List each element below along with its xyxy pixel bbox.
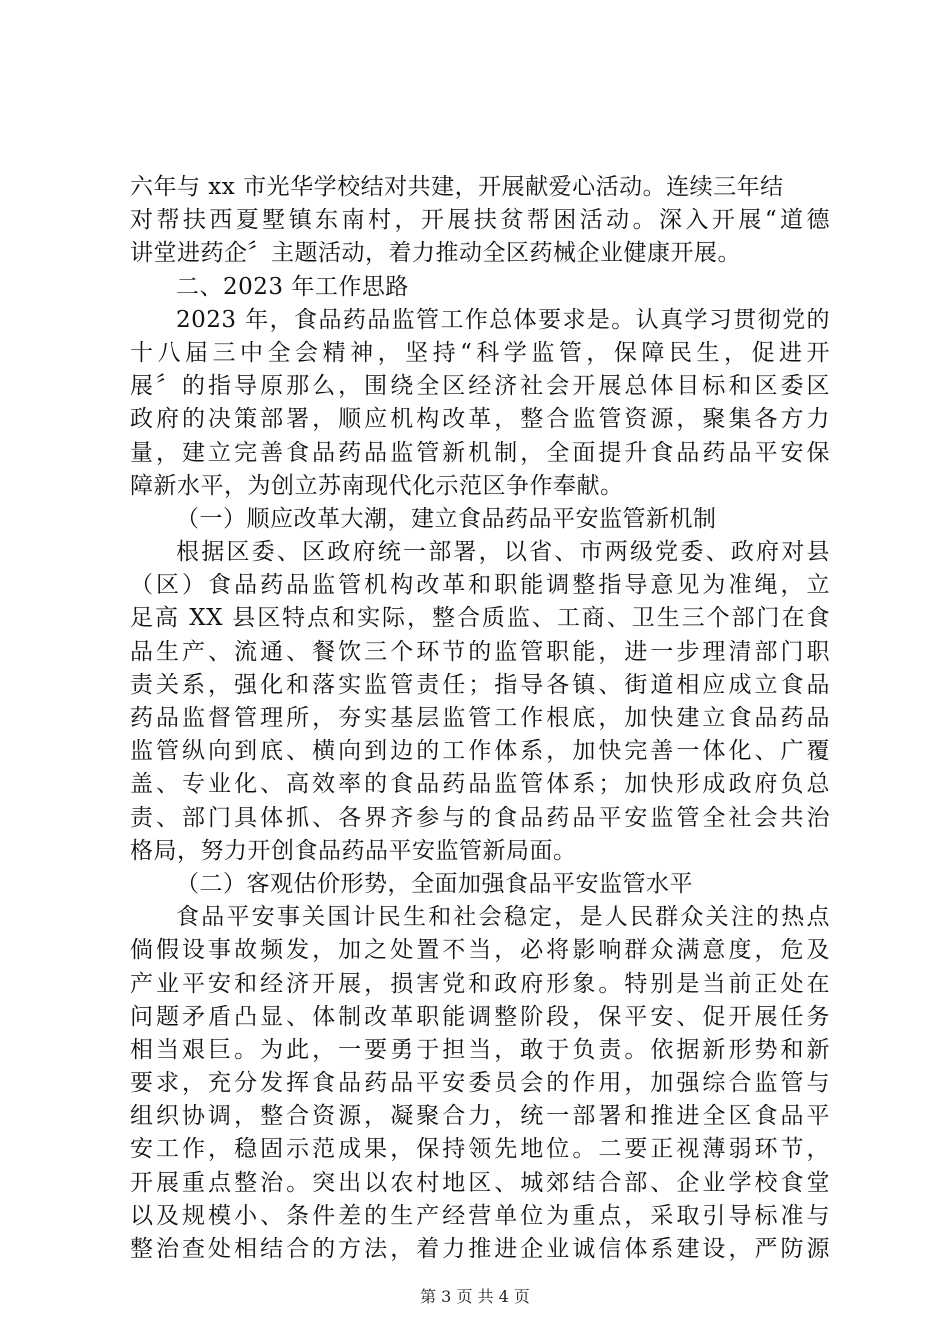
text-line: 要求，充分发挥食品药品平安委员会的作用，加强综合监管与 <box>130 1070 830 1096</box>
text-line: 品生产、流通、餐饮三个环节的监管职能，进一步理清部门职 <box>130 639 830 665</box>
text-line: 食品平安事关国计民生和社会稳定，是人民群众关注的热点 <box>176 904 830 930</box>
text-line: 格局，努力开创食品药品平安监管新局面。 <box>130 838 577 864</box>
text-line: 整治查处相结合的方法，着力推进企业诚信体系建设，严防源 <box>130 1236 830 1262</box>
text-line: 根据区委、区政府统一部署，以省、市两级党委、政府对县 <box>176 539 830 565</box>
text-line: 药品监督管理所，夯实基层监管工作根底，加快建立食品药品 <box>130 705 830 731</box>
text-line: 监管纵向到底、横向到边的工作体系，加快完善一体化、广覆 <box>130 738 830 764</box>
page-number-footer: 第 3 页 共 4 页 <box>420 1287 530 1306</box>
text-line: 足高 XX 县区特点和实际，整合质监、工商、卫生三个部门在食 <box>130 605 830 631</box>
text-line: 政府的决策部署，顺应机构改革，整合监管资源，聚集各方力 <box>130 406 830 432</box>
section-heading: 二、2023 年工作思路 <box>176 274 409 300</box>
text-line: 开展重点整治。突出以农村地区、城郊结合部、企业学校食堂 <box>130 1170 830 1196</box>
text-line: 责关系，强化和落实监管责任；指导各镇、街道相应成立食品 <box>130 672 830 698</box>
text-line: 责、部门具体抓、各界齐参与的食品药品平安监管全社会共治 <box>130 805 830 831</box>
text-line: （区）食品药品监管机构改革和职能调整指导意见为准绳，立 <box>130 572 830 598</box>
subsection-heading: （二）客观估价形势，全面加强食品平安监管水平 <box>176 871 693 897</box>
text-line: 相当艰巨。为此，一要勇于担当，敢于负责。依据新形势和新 <box>130 1037 830 1063</box>
text-line: 问题矛盾凸显、体制改革职能调整阶段，保平安、促开展任务 <box>130 1004 830 1030</box>
text-line: 组织协调，整合资源，凝聚合力，统一部署和推进全区食品平 <box>130 1103 830 1129</box>
text-line: 障新水平，为创立苏南现代化示范区争作奉献。 <box>130 473 624 499</box>
text-line: 量，建立完善食品药品监管新机制，全面提升食品药品平安保 <box>130 440 830 466</box>
text-line: 产业平安和经济开展，损害党和政府形象。特别是当前正处在 <box>130 971 830 997</box>
text-line: 对帮扶西夏墅镇东南村，开展扶贫帮困活动。深入开展“道德 <box>130 207 830 233</box>
subsection-heading: （一）顺应改革大潮，建立食品药品平安监管新机制 <box>176 506 717 532</box>
text-line: 安工作，稳固示范成果，保持领先地位。二要正视薄弱环节， <box>130 1136 830 1162</box>
text-line: 六年与 xx 市光华学校结对共建，开展献爱心活动。连续三年结 <box>130 174 784 200</box>
text-line: 2023 年，食品药品监管工作总体要求是。认真学习贯彻党的 <box>176 307 830 333</box>
text-line: 十八届三中全会精神，坚持“科学监管，保障民生，促进开 <box>130 340 830 366</box>
text-line: 讲堂进药企〞主题活动，着力推动全区药械企业健康开展。 <box>130 240 741 266</box>
text-line: 倘假设事故频发，加之处置不当，必将影响群众满意度，危及 <box>130 937 830 963</box>
text-line: 展〞的指导原那么，围绕全区经济社会开展总体目标和区委区 <box>130 373 830 399</box>
text-line: 盖、专业化、高效率的食品药品监管体系；加快形成政府负总 <box>130 771 830 797</box>
text-line: 以及规模小、条件差的生产经营单位为重点，采取引导标准与 <box>130 1203 830 1229</box>
